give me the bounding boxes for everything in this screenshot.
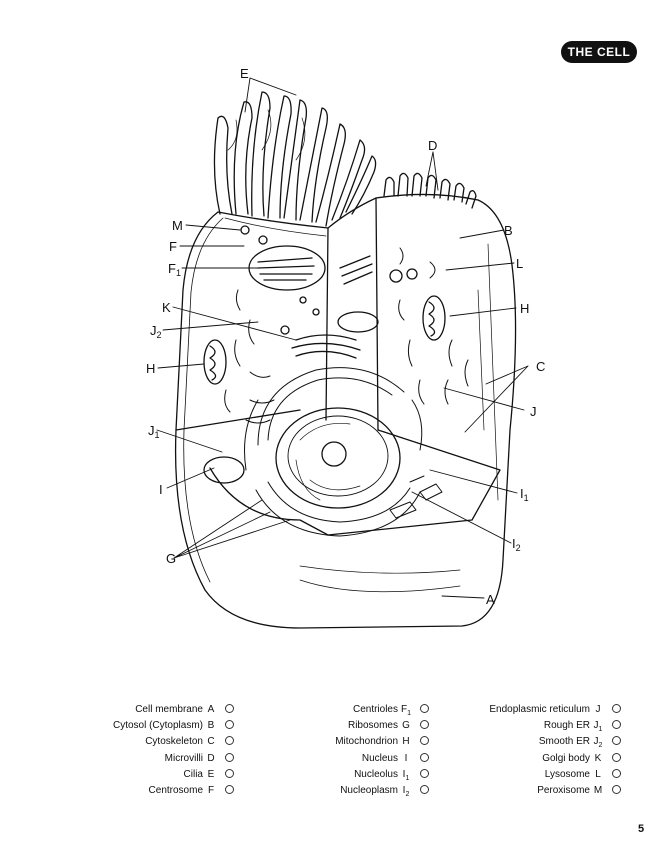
legend-item-name: Endoplasmic reticulum xyxy=(489,704,590,715)
legend-column-3 xyxy=(478,702,621,799)
color-circle-icon[interactable] xyxy=(612,704,621,713)
legend-item xyxy=(310,767,429,783)
cilia-drawing xyxy=(214,92,375,226)
color-circle-icon[interactable] xyxy=(612,769,621,778)
legend-item-name: Microvilli xyxy=(164,752,203,764)
color-circle-icon[interactable] xyxy=(225,769,234,778)
label-F: F xyxy=(169,239,177,254)
label-H-right: H xyxy=(520,301,530,316)
legend-item-letter: $J_1$ xyxy=(593,720,603,734)
legend-item-name: Mitochondrion xyxy=(335,736,398,748)
legend-item xyxy=(478,751,621,767)
legend-item-letter: B xyxy=(207,720,215,732)
label-I1: $I_1$ xyxy=(520,486,529,503)
legend-item xyxy=(478,702,621,718)
color-circle-icon[interactable] xyxy=(225,785,234,794)
section-badge: THE CELL xyxy=(561,41,637,63)
label-group xyxy=(146,66,545,607)
legend-item-name: Ribosomes xyxy=(347,720,398,732)
legend-item xyxy=(478,767,621,783)
legend-item-name: Cell membrane xyxy=(135,704,203,715)
legend-item-name: Rough ER xyxy=(543,720,590,732)
legend-item-letter: J xyxy=(595,704,601,715)
legend-item xyxy=(103,783,234,799)
legend-item xyxy=(310,751,429,767)
label-F1: $F_1$ xyxy=(168,261,181,278)
color-circle-icon[interactable] xyxy=(420,720,429,729)
label-C: C xyxy=(536,359,546,374)
legend-item-letter: E xyxy=(207,768,215,780)
color-circle-icon[interactable] xyxy=(225,753,234,762)
label-I2: $I_2$ xyxy=(512,536,521,553)
color-circle-icon[interactable] xyxy=(420,769,429,778)
legend-item-letter: D xyxy=(207,752,215,764)
legend-item xyxy=(103,751,234,767)
legend-item-name: Centrosome xyxy=(148,784,203,796)
legend-item-letter: K xyxy=(594,752,602,764)
color-circle-icon[interactable] xyxy=(225,704,234,713)
legend-item xyxy=(103,734,234,750)
nucleus-drawing xyxy=(276,408,400,508)
legend-item-letter: M xyxy=(593,784,603,796)
legend-item-name: Cytosol (Cytoplasm) xyxy=(112,720,203,732)
legend-item-letter: L xyxy=(595,768,601,780)
legend-item-name: Nucleus xyxy=(361,752,398,764)
legend-item xyxy=(310,783,429,799)
label-E: E xyxy=(240,66,249,81)
legend-item-letter: $J_2$ xyxy=(593,736,603,750)
legend-item-name: Centrioles xyxy=(352,704,398,715)
color-circle-icon[interactable] xyxy=(420,785,429,794)
legend-item-name: Nucleoplasm xyxy=(340,784,398,796)
legend-item-letter: G xyxy=(402,720,410,732)
legend-item-name: Cilia xyxy=(183,768,203,780)
color-circle-icon[interactable] xyxy=(225,720,234,729)
label-K: K xyxy=(162,300,171,315)
rough-er-drawing xyxy=(245,368,422,536)
color-circle-icon[interactable] xyxy=(612,753,621,762)
cell-membrane-outline xyxy=(176,200,516,628)
centrosome-drawing xyxy=(249,246,372,290)
color-circle-icon[interactable] xyxy=(420,704,429,713)
legend-item-letter: $I_2$ xyxy=(402,784,410,798)
legend-item-name: Lysosome xyxy=(544,768,590,780)
legend-item-letter: C xyxy=(207,736,215,748)
legend-item-letter: H xyxy=(402,736,410,748)
label-J1: $J_1$ xyxy=(148,423,160,440)
label-B: B xyxy=(504,223,513,238)
legend-item-name: Cytoskeleton xyxy=(145,736,203,748)
legend-item-letter: $I_1$ xyxy=(402,768,410,782)
label-A: A xyxy=(486,592,495,607)
color-circle-icon[interactable] xyxy=(612,720,621,729)
legend-column-1 xyxy=(103,702,234,799)
microvilli-drawing xyxy=(384,173,476,208)
legend-item-name: Nucleolus xyxy=(354,768,398,780)
legend-item xyxy=(103,767,234,783)
label-L: L xyxy=(516,256,524,271)
legend-item-letter: $F_1$ xyxy=(400,704,411,717)
label-I: I xyxy=(159,482,163,497)
legend-item xyxy=(310,718,429,734)
color-circle-icon[interactable] xyxy=(612,785,621,794)
label-H-left: H xyxy=(146,361,156,376)
legend-item xyxy=(310,734,429,750)
color-circle-icon[interactable] xyxy=(612,736,621,745)
label-M: M xyxy=(172,218,183,233)
label-J: J xyxy=(530,404,537,419)
legend-item-letter: A xyxy=(207,704,215,715)
color-circle-icon[interactable] xyxy=(420,753,429,762)
legend-item-letter: F xyxy=(207,784,215,796)
legend-column-2 xyxy=(310,702,429,799)
color-circle-icon[interactable] xyxy=(420,736,429,745)
mitochondria-drawing xyxy=(204,296,445,483)
legend-item-name: Golgi body xyxy=(542,752,590,764)
legend-item-name: Peroxisome xyxy=(537,784,590,796)
color-circle-icon[interactable] xyxy=(225,736,234,745)
legend-item xyxy=(103,718,234,734)
label-D: D xyxy=(428,138,438,153)
golgi-drawing xyxy=(292,335,360,358)
label-G: G xyxy=(166,551,177,566)
legend-item-name: Smooth ER xyxy=(538,736,590,748)
legend-item xyxy=(103,702,234,718)
legend-item xyxy=(310,702,429,718)
legend-item xyxy=(478,718,621,734)
label-J2: $J_2$ xyxy=(150,323,162,340)
legend-item xyxy=(478,734,621,750)
legend-item xyxy=(478,783,621,799)
legend-item-letter: I xyxy=(404,752,408,764)
page-number: 5 xyxy=(638,823,645,835)
